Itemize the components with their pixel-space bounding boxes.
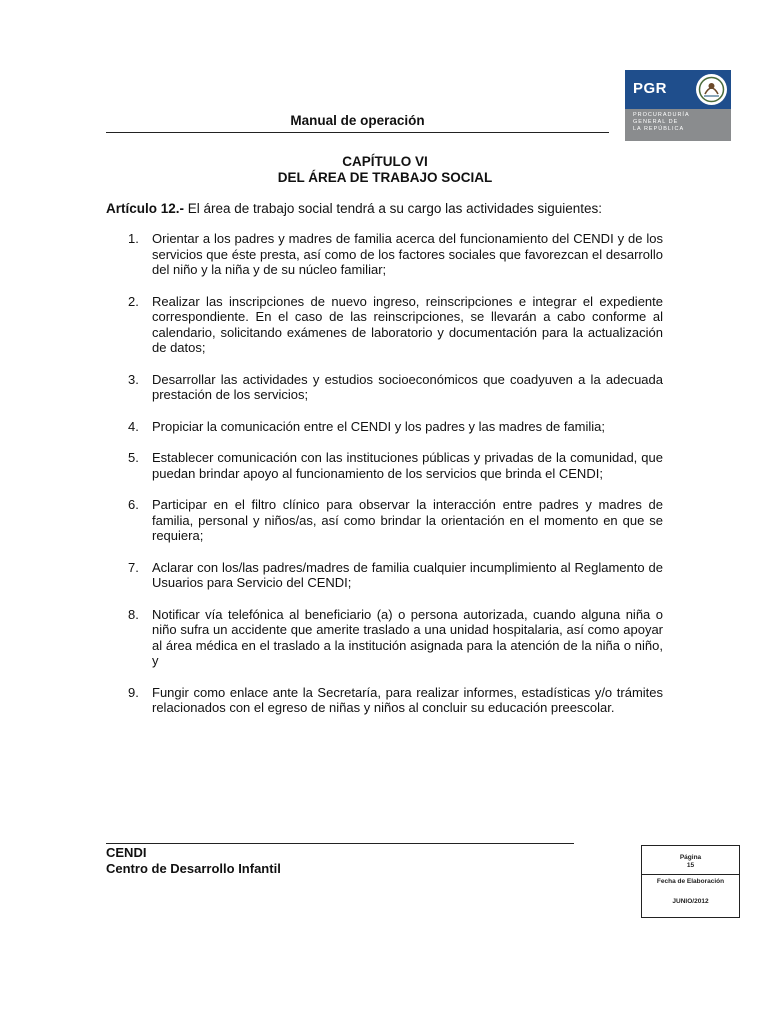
page-label: Página	[679, 854, 702, 861]
list-item	[128, 419, 663, 435]
list-item	[128, 231, 663, 278]
article-intro	[106, 201, 666, 216]
item-text: Participar en el filtro clínico para observar la interacción entre padres y madres de familia, personal y niños/as, así como brindar la orientación en el momento en que se requiera;	[152, 497, 663, 543]
item-number: 9.	[128, 684, 139, 700]
logo-line: PROCURADURÍA	[633, 112, 690, 118]
logo-line: GENERAL DE	[633, 119, 679, 125]
item-text: Orientar a los padres y madres de familia acerca del funcionamiento del CENDI y de los servicios que éste presta, así como de los factores sociales que favorezcan el desarrollo del niño y la niña y de su núcleo familiar;	[152, 231, 663, 277]
article-intro-text: El área de trabajo social tendrá a su cargo las actividades siguientes:	[184, 201, 603, 216]
item-number: 8.	[128, 606, 139, 622]
list-item	[128, 450, 663, 481]
logo-acronym: PGR	[633, 80, 668, 97]
item-text: Aclarar con los/las padres/madres de familia cualquier incumplimiento al Reglamento de Usuarios para Servicio del CENDI;	[152, 559, 663, 590]
list-item	[128, 372, 663, 403]
chapter-heading	[106, 154, 664, 186]
footer-org-short: CENDI	[106, 845, 147, 860]
item-number: 2.	[128, 293, 139, 309]
footer-info-box	[641, 845, 740, 918]
logo-top-band	[625, 70, 731, 109]
list-item	[128, 294, 663, 356]
footer-org-long: Centro de Desarrollo Infantil	[106, 861, 281, 876]
footer-box-divider	[642, 874, 739, 875]
item-number: 7.	[128, 559, 139, 575]
list-item	[128, 497, 663, 544]
activities-list	[128, 231, 663, 732]
item-number: 6.	[128, 497, 139, 512]
list-item	[128, 685, 663, 716]
list-item	[128, 607, 663, 669]
chapter-number: CAPÍTULO VI	[342, 154, 428, 169]
item-number: 3.	[128, 371, 139, 387]
item-text: Propiciar la comunicación entre el CENDI y los padres y las madres de familia;	[152, 418, 606, 434]
header-rule	[106, 132, 609, 133]
item-text: Establecer comunicación con las instituciones públicas y privadas de la comunidad, que puedan brindar apoyo al funcionamiento de los servicios que brinda el CENDI;	[152, 450, 663, 481]
item-number: 1.	[128, 231, 139, 246]
item-text: Desarrollar las actividades y estudios socioeconómicos que coadyuven a la adecuada prestación de los servicios;	[152, 371, 663, 402]
national-seal-icon	[696, 74, 727, 105]
page-header-title: Manual de operación	[290, 113, 425, 128]
footer-rule	[106, 843, 574, 844]
logo-bottom-band	[625, 109, 731, 141]
chapter-title: DEL ÁREA DE TRABAJO SOCIAL	[277, 170, 493, 185]
page-number: 15	[686, 862, 695, 869]
item-text: Notificar vía telefónica al beneficiario (a) o persona autorizada, cuando alguna niña o niño sufra un accidente que amerite traslado a una unidad hospitalaria, así como apoyar al área médica en el traslado a la institución asignada para la atención de la niña o niño, y	[152, 606, 663, 668]
date-label: Fecha de Elaboración	[656, 878, 725, 885]
item-text: Realizar las inscripciones de nuevo ingreso, reinscripciones e integrar el expediente correspondiente. En el caso de las reinscripciones, se llevarán a cabo conforme al calendario, solicitando exámenes de laboratorio y documentación para la actualización de datos;	[152, 293, 663, 355]
item-number: 4.	[128, 418, 139, 434]
elaboration-date: JUNIO/2012	[672, 898, 709, 905]
item-text: Fungir como enlace ante la Secretaría, para realizar informes, estadísticas y/o trámites relacionados con el egreso de niñas y niños al concluir su educación preescolar.	[152, 684, 663, 715]
article-label: Artículo 12.-	[106, 201, 185, 216]
item-number: 5.	[128, 450, 139, 465]
pgr-logo	[625, 70, 731, 141]
logo-line: LA REPÚBLICA	[633, 126, 685, 132]
footer-org	[106, 845, 281, 877]
list-item	[128, 560, 663, 591]
